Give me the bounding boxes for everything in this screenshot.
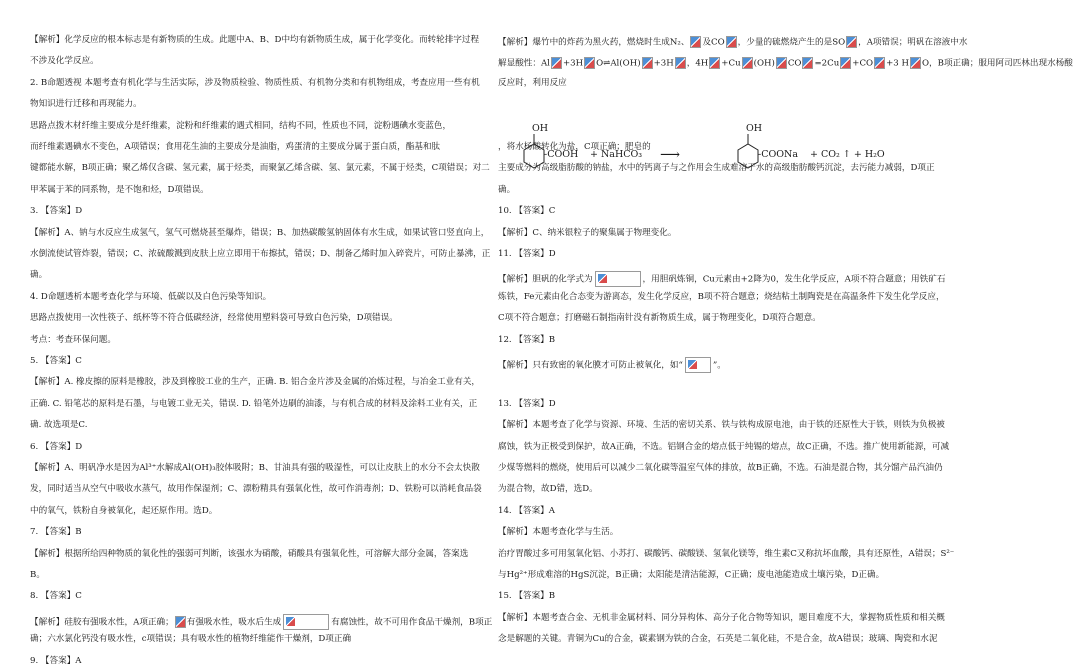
left-text-line: 【解析】A、明矾净水是因为Al³⁺水解成Al(OH)₃胶体吸附；B、甘油具有强的吸湿性，可以让皮肤上的水分不会太快散 bbox=[30, 463, 480, 473]
right-text-line: 【解析】本题考查合金、无机非金属材料、同分异构体、高分子化合物等知识，题目难度不大，掌握物质性质和相关概 bbox=[498, 612, 945, 623]
oh-label-1: OH bbox=[532, 123, 549, 134]
left-text-line: 2. B命题透视 本题考查有机化学与生活实际，涉及物质检验、物质性质、有机物分类和有机物组成，考查应用一些有机 bbox=[30, 77, 480, 88]
right-text-line: 【解析】C、纳米银粒子的聚集属于物理变化。 bbox=[498, 227, 677, 238]
left-text-line: 中的氧气，铁粉自身被氧化，起还原作用。选D。 bbox=[30, 505, 218, 516]
right-text-line: 与Hg²⁺形成难溶的HgS沉淀，B正确；太阳能是清洁能源，C正确；废电池能造成土壤污染，D正确。 bbox=[498, 570, 885, 580]
oh-label-2: OH bbox=[746, 123, 763, 134]
left-text-line: 甲苯属于苯的同系物，是不饱和烃，D项错误。 bbox=[30, 184, 209, 195]
left-text-line: 确；六水氯化钙没有吸水性，c项错误；具有吸水性的植物纤维能作干燥剂，D项正确 bbox=[30, 634, 352, 645]
inline-image-icon bbox=[726, 36, 737, 48]
left-text-line: 【解析】A. 橡皮擦的原料是橡胶，涉及到橡胶工业的生产，正确. B. 铝合金片涉及金属的冶炼过程，与冶金工业有关， bbox=[30, 377, 481, 388]
inline-image-icon bbox=[551, 57, 562, 69]
right-text-line: 为混合物，故D错，选D。 bbox=[498, 484, 598, 495]
left-text-line: 考点：考查环保问题。 bbox=[30, 334, 116, 345]
right-text-line: 【解析】本题考查了化学与资源、环境、生活的密切关系、铁与铁构成原电池，由于铁的还原性大于铁，则铁为负极被 bbox=[498, 420, 945, 431]
inline-image-icon bbox=[175, 616, 186, 628]
left-text-line: 发，同时适当从空气中吸收水蒸气，故用作保湿剂；C、漂粉精具有强氧化性，故可作消毒剂；D、铁粉可以消耗食品袋 bbox=[30, 484, 482, 495]
right-text-line: 解显酸性：Al +3H O⇌Al(OH) +3H ，4H +Cu (OH) CO =2Cu +CO +3 H O，B项正确；服用阿司匹林出现水杨酸 bbox=[498, 58, 1073, 69]
right-text-line: 念是解题的关键。青铜为Cu的合金，碳素钢为铁的合金，石英是二氧化硅，不是合金，故A错误；玻璃、陶瓷和水泥 bbox=[498, 634, 938, 645]
reactant-group: -COOH bbox=[544, 149, 579, 160]
left-text-line: 正确. C. 铅笔芯的原料是石墨，与电镀工业无关，错误. D. 铅笔外边刷的油漆，与有机合成的材料及涂料工业有关，正 bbox=[30, 398, 478, 409]
right-text-line: 主要成分为高级脂肪酸的钠盐，水中的钙离子与之作用会生成难溶于水的高级脂肪酸钙沉淀，去污能力减弱，D项正 bbox=[498, 163, 935, 174]
inline-image-icon bbox=[595, 271, 641, 287]
right-text-line: 【解析】只有致密的氧化膜才可防止被氧化，如“ ”。 bbox=[498, 357, 926, 373]
right-text-line: 【解析】本题考查化学与生活。 bbox=[498, 527, 619, 538]
right-text-line: 10. 【答案】C bbox=[498, 206, 556, 217]
right-text-line: 腐蚀，铁为正极受到保护，故A正确，不选。铝钢合金的熔点低于纯锡的熔点，故C正确，不选。推广使用新能源，可减 bbox=[498, 441, 950, 452]
right-text-line: 反应时，利用反应 bbox=[498, 77, 567, 88]
inline-image-icon bbox=[675, 57, 686, 69]
left-text-line: 确. 故选项是C. bbox=[30, 420, 88, 431]
left-text-line: 【解析】根据所给四种物质的氧化性的强弱可判断，该强水为硝酸，硝酸具有强氧化性，可溶解大部分金属，答案选 bbox=[30, 548, 469, 559]
inline-image-icon bbox=[742, 57, 753, 69]
left-text-line: 【解析】A、钠与水反应生成氢气，氢气可燃烧甚至爆炸，错误；B、加热碳酸氢钠固体有水生成，如果试管口竖直向上， bbox=[30, 227, 490, 238]
benzene-ring-product bbox=[738, 144, 758, 168]
left-text-line: 8. 【答案】C bbox=[30, 591, 82, 602]
inline-image-icon bbox=[802, 57, 813, 69]
right-text-line: 炼铁，Fe元素由化合态变为游离态，发生化学反应，B项不符合题意；烧结粘土制陶瓷是在高温条件下发生化学反应， bbox=[498, 291, 945, 302]
right-text-line: C项不符合题意；打磨磁石制指南针没有新物质生成，属于物理变化，D项符合题意。 bbox=[498, 313, 821, 324]
left-text-line: 思路点拨木材纤维主要成分是纤维素，淀粉和纤维素的遇式相同，结构不同，性质也不同，淀粉遇碘水变蓝色， bbox=[30, 120, 452, 131]
left-text-line: 而纤维素遇碘水不变色，A项错误；食用花生油的主要成分是油脂，鸡蛋清的主要成分属于蛋白质，酯基和肽 bbox=[30, 142, 441, 152]
benzene-ring-reactant bbox=[524, 144, 544, 168]
inline-image-icon bbox=[690, 36, 701, 48]
left-text-line: 不涉及化学反应。 bbox=[30, 56, 99, 67]
inline-image-icon bbox=[709, 57, 720, 69]
left-text-line: 5. 【答案】C bbox=[30, 356, 82, 366]
salicylic-equation bbox=[510, 123, 930, 174]
right-text-line: 14. 【答案】A bbox=[498, 505, 555, 516]
right-text-line: 13. 【答案】D bbox=[498, 398, 556, 409]
inline-image-icon bbox=[584, 57, 595, 69]
left-text-line: 【解析】硅胶有强吸水性，A项正确； 有强吸水性，吸水后生成 有腐蚀性，故不可用作食品干燥剂，B项正 bbox=[30, 614, 470, 630]
inline-image-icon bbox=[874, 57, 885, 69]
left-text-line: 9. 【答案】A bbox=[30, 655, 82, 666]
right-text-line: 15. 【答案】B bbox=[498, 591, 556, 602]
inline-image-icon bbox=[685, 357, 711, 373]
right-text-line: 12. 【答案】B bbox=[498, 334, 556, 345]
inline-image-icon bbox=[840, 57, 851, 69]
right-text-line: ，将水杨酸转化为盐，C项正确；肥皂的 bbox=[498, 142, 651, 152]
inline-image-icon bbox=[846, 36, 857, 48]
right-text-line: 11. 【答案】D bbox=[498, 249, 556, 259]
left-text-line: 键都能水解，B项正确；聚乙烯仅含碳、氢元素，属于烃类，而聚氯乙烯含碳、氢、氯元素，不属于烃类，C项错误；对二 bbox=[30, 163, 490, 174]
inline-image-icon bbox=[283, 614, 329, 630]
left-text-line: 思路点拨使用一次性筷子、纸杯等不符合低碳经济，经常使用塑料袋可导致白色污染，D项错误。 bbox=[30, 313, 398, 324]
inline-image-icon bbox=[642, 57, 653, 69]
right-text-line: 【解析】爆竹中的炸药为黑火药，燃烧时生成N₂、 及CO ，少量的硫燃烧产生的是SO ，A项错误；明矾在溶液中水 bbox=[498, 37, 968, 48]
left-text-line: 确。 bbox=[30, 270, 48, 281]
right-text-line: 治疗胃酸过多可用氢氧化铝、小苏打、碳酸钙、碳酸镁、氢氧化镁等，维生素C又称抗坏血酸，具有还原性，A错误；S²⁻ bbox=[498, 548, 955, 559]
reaction-arrow: ⟶ bbox=[660, 147, 681, 163]
left-text-line: 【解析】化学反应的根本标志是有新物质的生成。此题中A、B、D中均有新物质生成，属于化学变化。而转轮排字过程 bbox=[30, 35, 480, 45]
left-text-line: 6. 【答案】D bbox=[30, 441, 83, 452]
inline-image-icon bbox=[776, 57, 787, 69]
right-text-line: 【解析】胆矾的化学式为 ，用胆矾炼铜，Cu元素由+2降为0，发生化学反应，A项不符合题意；用铁矿石 bbox=[498, 271, 926, 287]
left-text-line: 7. 【答案】B bbox=[30, 527, 82, 538]
right-text-line: 少煤等燃料的燃烧，使用后可以减少二氧化碳等温室气体的排放，故B正确，不选。石油是混合物，其分馏产品汽油仍 bbox=[498, 463, 943, 473]
byproducts: + CO₂ ↑ + H₂O bbox=[810, 149, 885, 160]
left-text-line: 水倒流使试管炸裂，错误；C、浓硫酸溅到皮肤上应立即用干布擦拭，错误；D、制备乙烯时加入碎瓷片，可防止暴沸，正 bbox=[30, 249, 491, 259]
left-text-line: B。 bbox=[30, 570, 45, 580]
product-group: -COONa bbox=[758, 149, 799, 160]
left-text-line: 物知识进行迁移和再现能力。 bbox=[30, 99, 142, 110]
reagent-plus: + NaHCO₃ bbox=[590, 149, 643, 160]
left-text-line: 3. 【答案】D bbox=[30, 206, 83, 217]
left-text-line: 4. D命题透析本题考查化学与环境、低碳以及白色污染等知识。 bbox=[30, 291, 272, 302]
inline-image-icon bbox=[910, 57, 921, 69]
right-text-line: 确。 bbox=[498, 184, 516, 195]
